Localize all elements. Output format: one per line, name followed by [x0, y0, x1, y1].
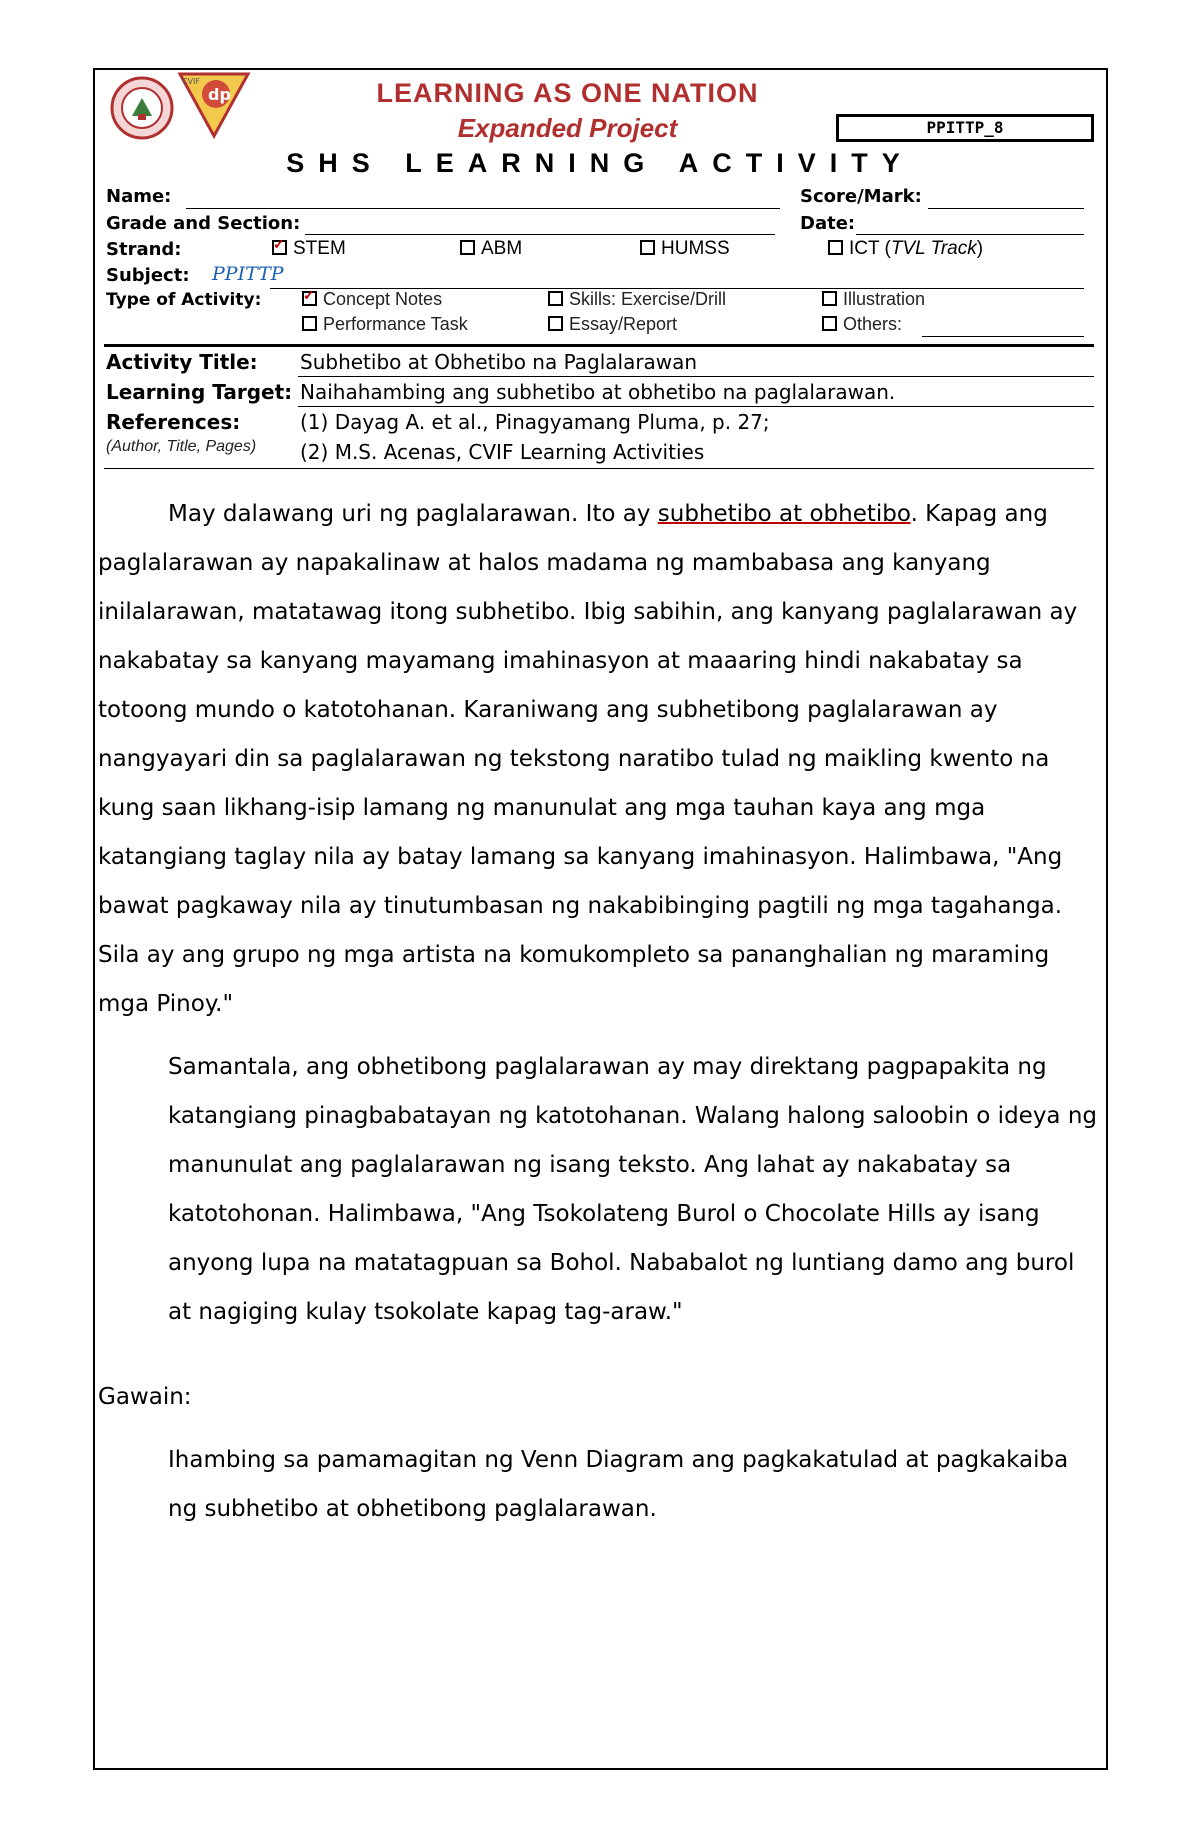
- section-divider: [104, 344, 1094, 347]
- learning-target-value: Naihahambing ang subhetibo at obhetibo na paglalarawan.: [300, 380, 896, 404]
- task-label: Gawain:: [98, 1384, 192, 1410]
- strand-option-ict[interactable]: ICT (TVL Track): [828, 238, 983, 260]
- activity-type-skills[interactable]: Skills: Exercise/Drill: [548, 289, 726, 310]
- checkbox-icon: [822, 291, 837, 306]
- date-field[interactable]: [856, 234, 1084, 235]
- score-label: Score/Mark:: [800, 186, 922, 207]
- paragraph-objective: Samantala, ang obhetibong paglalarawan ay may direktang pagpapakita ng katangiang pinagbabatayan ng katotohanan. Walang halong saloobin o ideya ng manunulat ang paglalarawan ng isang teksto. Ang lahat ay nakabatay sa katotohonan. Halimbawa, "Ang Tsokolateng Burol o Chocolate Hills ay isang anyong lupa na matatagpuan sa Bohol. Nababalot ng luntiang damo ang burol at nagiging kulay tsokolate kapag tag-araw.": [168, 1054, 1098, 1325]
- checkbox-icon: [548, 316, 563, 331]
- activity-type-illustration[interactable]: Illustration: [822, 289, 925, 310]
- learning-target-label: Learning Target:: [106, 380, 293, 404]
- date-label: Date:: [800, 213, 856, 234]
- strand-option-abm[interactable]: ABM: [460, 238, 522, 260]
- task-instruction: Ihambing sa pamamagitan ng Venn Diagram ang pagkakatulad at pagkakaiba ng subhetibo at obhetibong paglalarawan.: [168, 1447, 1069, 1522]
- activity-type-essay-report[interactable]: Essay/Report: [548, 314, 677, 335]
- highlighted-term: subhetibo at obhetibo: [657, 501, 911, 527]
- activity-type-concept-notes[interactable]: ✓ Concept Notes: [302, 289, 442, 310]
- checkbox-icon: [302, 316, 317, 331]
- paragraph-subjective: May dalawang uri ng paglalarawan. Ito ay subhetibo at obhetibo. Kapag ang paglalarawan ay napakalinaw at halos madama ng mambabasa ang kanyang inilalarawan, matatawag itong subhetibo. Ibig sabihin, ang kanyang paglalarawan ay nakabatay sa kanyang mayamang imahinasyon at maaaring hindi nakabatay sa totoong mundo o katotohanan. Karaniwang ang subhetibong paglalarawan ay nangyayari din sa paglalarawan ng tekstong naratibo tulad ng maikling kwento na kung saan likhang-isip lamang ng manunulat ang mga tauhan kaya ang mga katangiang taglay nila ay batay lamang sa kanyang imahinasyon. Halimbawa, "Ang bawat pagkaway nila ay tinutumbasan ng nakabibinging pagtili ng mga tagahanga. Sila ay ang grupo ng mga artista na komukompleto sa pananghalian ng maraming mga Pinoy.": [98, 501, 1078, 1017]
- checkbox-checked-icon: [302, 291, 317, 306]
- activity-type-label: Type of Activity:: [106, 290, 262, 310]
- references-hint: (Author, Title, Pages): [106, 438, 257, 455]
- checkbox-icon: [640, 240, 655, 255]
- references-rule: [104, 468, 1094, 469]
- checkbox-icon: [828, 240, 843, 255]
- name-label: Name:: [106, 186, 172, 207]
- others-field[interactable]: [922, 336, 1084, 337]
- learning-target-rule: [298, 406, 1094, 407]
- checkbox-icon: [460, 240, 475, 255]
- checkbox-icon: [548, 291, 563, 306]
- activity-title-rule: [298, 376, 1094, 377]
- header-subtitle: Expanded Project: [457, 113, 678, 143]
- header-program: LEARNING AS ONE NATION: [376, 78, 759, 108]
- reference-1: (1) Dayag A. et al., Pinagyamang Pluma, p. 27;: [300, 410, 770, 434]
- subject-value: PPITTP: [212, 263, 284, 285]
- svg-text:CVIF: CVIF: [182, 77, 201, 86]
- references-label: References:: [106, 410, 241, 434]
- strand-label: Strand:: [106, 239, 182, 260]
- grade-section-label: Grade and Section:: [106, 213, 301, 234]
- strand-option-stem[interactable]: ✓ STEM: [272, 238, 346, 260]
- activity-title-label: Activity Title:: [106, 350, 258, 374]
- grade-section-field[interactable]: [305, 234, 775, 235]
- strand-option-humss[interactable]: HUMSS: [640, 238, 730, 260]
- activity-type-others[interactable]: Others:: [822, 314, 902, 335]
- reference-2: (2) M.S. Acenas, CVIF Learning Activities: [300, 440, 705, 464]
- lesson-body: [98, 490, 1103, 1548]
- subject-label: Subject:: [106, 265, 190, 286]
- svg-text:dp: dp: [208, 85, 231, 104]
- page-title: SHS LEARNING ACTIVITY: [286, 148, 914, 178]
- checkbox-checked-icon: [272, 240, 287, 255]
- name-field[interactable]: [186, 208, 780, 209]
- activity-type-performance-task[interactable]: Performance Task: [302, 314, 468, 335]
- score-field[interactable]: [928, 208, 1084, 209]
- activity-title-value: Subhetibo at Obhetibo na Paglalarawan: [300, 350, 698, 374]
- checkbox-icon: [822, 316, 837, 331]
- activity-code: PPITTP_8: [836, 114, 1094, 142]
